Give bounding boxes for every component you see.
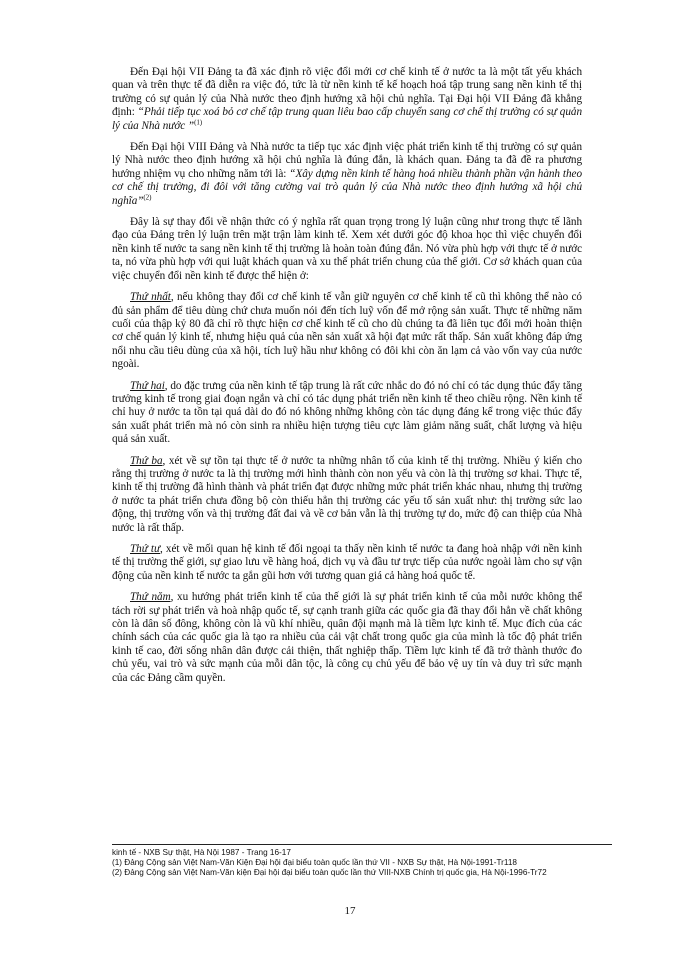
lead-thu-nhat: Thứ nhất bbox=[130, 291, 171, 304]
lead-thu-nam: Thứ năm bbox=[130, 591, 171, 604]
footnotes bbox=[112, 844, 612, 878]
paragraph-nhan-thuc: Đây là sự thay đổi về nhận thức có ý nghĩa rất quan trọng trong lý luận cũng như trong thực tế lãnh đạo của Đảng trên lý luận trên mặt trận làm kinh tế. Xem xét dưới góc độ khoa học thì việc chuyển đổi nền kinh tế nước ta sang nền kinh tế thị trường là hoàn toàn đúng đắn. Nó vừa phù hợp với thực tế ở nước ta, nó vừa phù hợp với qui luật khách quan và xu thế phát triển chung của thế giới. Cơ sở khách quan của việc chuyển đổi nền kinh tế được thể hiện ở: bbox=[112, 216, 582, 282]
quote-dai-hoi-viii: “Xây dựng nền kinh tế hàng hoá nhiều thành phần vận hành theo cơ chế thị trường, đi đôi với tăng cường vai trò quản lý của Nhà nước theo định hướng xã hội chủ nghĩa” bbox=[112, 167, 582, 207]
footnote-ref-2: (2) bbox=[143, 192, 152, 201]
paragraph-thu-tu: Thứ tư, xét về mối quan hệ kinh tế đối ngoại ta thấy nền kinh tế nước ta đang hoà nhập với nền kinh tế thị trường thế giới, sự giao lưu về hàng hoá, dịch vụ và đầu tư trực tiếp của nước ngoài làm cho sự vận động của nền kinh tế nước ta gắn gũi hơn với tương quan giá cả hàng hoá quốc tế. bbox=[112, 543, 582, 582]
lead-thu-ba: Thứ ba bbox=[130, 454, 163, 467]
page-number: 17 bbox=[344, 905, 356, 917]
quote-dai-hoi-vii: “Phải tiếp tục xoá bỏ cơ chế tập trung quan liêu bao cấp chuyển sang cơ chế thị trường có sự quản lý của Nhà nước ” bbox=[112, 106, 582, 132]
footnote-1: (1) Đảng Cộng sản Việt Nam-Văn Kiện Đại hội đại biểu toàn quốc lần thứ VII - NXB Sự thật, Hà Nội-1991-Tr118 bbox=[112, 858, 517, 867]
document-body bbox=[112, 66, 582, 693]
paragraph-thu-hai: Thứ hai, do đặc trưng của nền kinh tế tập trung là rất cức nhắc do đó nó chỉ có tác dụng thúc đẩy tăng trưởng kinh tế trong giai đoạn ngắn và chỉ có tác dụng phát triển nền kinh tế theo chiều rộng. Nền kinh tế chỉ huy ở nước ta tồn tại quá dài do đó nó không những không còn tác dụng đáng kể trong việc thúc đẩy sản xuất phát triển mà nó còn sinh ra nhiều hiện tượng tiêu cực làm giảm năng suất, chất lượng và hiệu quả sản xuất. bbox=[112, 379, 582, 446]
footnote-continued: kinh tế - NXB Sự thật, Hà Nội 1987 - Trang 16-17 bbox=[112, 848, 291, 857]
lead-thu-hai: Thứ hai bbox=[130, 379, 165, 392]
footnote-ref-1: (1) bbox=[194, 117, 203, 126]
paragraph-thu-nam: Thứ năm, xu hướng phát triển kinh tế của thế giới là sự phát triển kinh tế của mỗi nước không thể tách rời sự phát triển và hoà nhập quốc tế, sự cạnh tranh giữa các quốc gia đã thay đổi hẳn về chất không còn là dân số đông, không còn là vũ khí nhiều, quân đội mạnh mà là tiềm lực kinh tế. Mục đích của các chính sách của các quốc gia là tạo ra nhiều của cải vật chất trong quốc gia của mình là tốc độ phát triển kinh tế cao, đời sống nhân dân được cải thiện, thất nghiệp thấp. Tiềm lực kinh tế đã trở thành thước đo chủ yếu, vai trò và sức mạnh của mỗi dân tộc, là công cụ chủ yếu để bảo vệ uy tín và duy trì sức mạnh của các Đảng cầm quyền. bbox=[112, 591, 582, 684]
paragraph-dai-hoi-viii: Đến Đại hội VIII Đảng và Nhà nước ta tiếp tục xác định việc phát triển kinh tế thị trường có sự quản lý Nhà nước theo định hướng xã hội chủ nghĩa là đúng đắn, là khách quan. Đảng ta đã đề ra phương hướng nhiệm vụ cho những năm tới là: “Xây dựng nền kinh tế hàng hoá nhiều thành phần vận hành theo cơ chế thị trường, đi đôi với tăng cường vai trò quản lý của Nhà nước theo định hướng xã hội chủ nghĩa”$^{(2)}$ bbox=[112, 141, 582, 207]
paragraph-thu-ba: Thứ ba, xét về sự tồn tại thực tế ở nước ta những nhân tố của kinh tế thị trường. Nhiều ý kiến cho rằng thị trường ở nước ta là thị trường mới hình thành còn non yếu và còn là thị trường sơ khai. Thực tế, kinh tế thị trường đã hình thành và phát triển đạt được những mức phát triển khác nhau, nhưng thị trường ở nước ta phát triển chưa đồng bộ còn thiếu hẳn thị trường các yếu tố sản xuất như: thị trường sức lao động, thị trường vốn và thị trường đất đai và về cơ bản vẫn là thị trường tự do, mức độ can thiệp của Nhà nước là rất thấp. bbox=[112, 454, 582, 534]
lead-thu-tu: Thứ tư bbox=[130, 543, 161, 555]
paragraph-thu-nhat: Thứ nhất, nếu không thay đổi cơ chế kinh tế vẫn giữ nguyên cơ chế kinh tế cũ thì không thể nào có đủ sản phẩm để tiêu dùng chứ chưa muốn nói đến tích luỹ vốn để mở rộng sản xuất. Thực tế những năm cuối của thập kỷ 80 đã chỉ rõ thực hiện cơ chế kinh tế cũ cho dù chúng ta đã liên tục đổi mới hoàn thiện cơ chế quản lý kinh tế, nhưng hiệu quả của nền sản xuất xã hội đạt mức rất thấp. Sản xuất không đáp ứng nổi nhu cầu tiêu dùng của xã hội, tích luỹ hầu như không có đôi khi còn ăn lạm cả vào vốn vay của nước ngoài. bbox=[112, 291, 582, 371]
paragraph-dai-hoi-vii: Đến Đại hội VII Đảng ta đã xác định rõ việc đổi mới cơ chế kinh tế ở nước ta là một tất yếu khách quan và trên thực tế đã diễn ra việc đó, tức là từ nền kinh tế kế hoạch hoá tập trung sang nền kinh tế thị trường có sự quản lý của Nhà nước theo định hướng xã hội chủ nghĩa. Tại Đại hội VII Đảng đã khẳng định: “Phải tiếp tục xoá bỏ cơ chế tập trung quan liêu bao cấp chuyển sang cơ chế thị trường có sự quản lý của Nhà nước ”$^{(1)}$ bbox=[112, 66, 582, 132]
footnote-2: (2) Đảng Cộng sản Việt Nam-Văn kiện Đại hội đại biểu toàn quốc lần thứ VIII-NXB Chính trị quốc gia, Hà Nội-1996-Tr72 bbox=[112, 868, 547, 877]
